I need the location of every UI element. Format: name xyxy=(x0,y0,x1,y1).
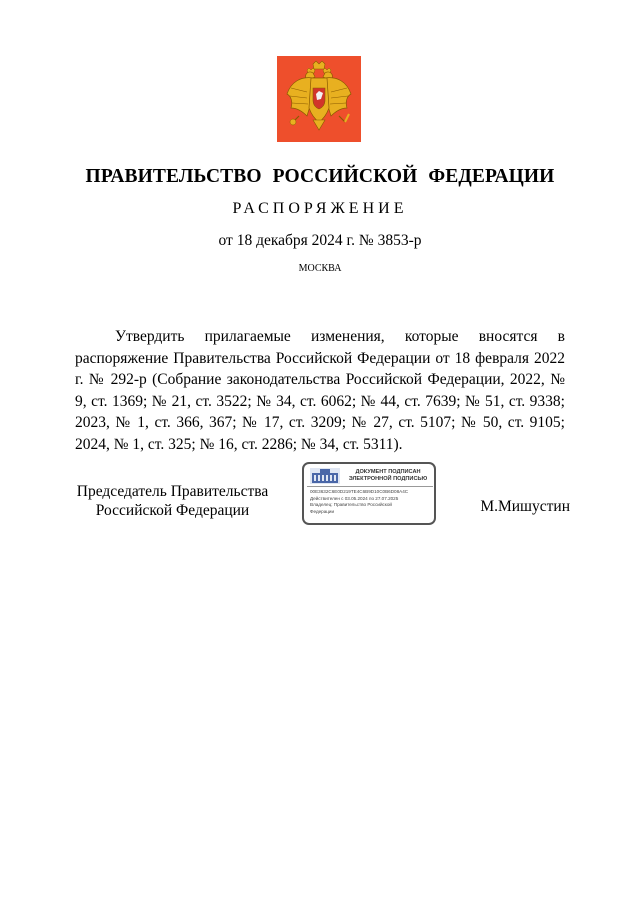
stamp-title-line-2: ЭЛЕКТРОННОЙ ПОДПИСЬЮ xyxy=(348,476,428,482)
signatory-name: М.Мишустин xyxy=(480,498,570,515)
document-city: МОСКВА xyxy=(298,263,342,274)
electronic-signature-stamp xyxy=(302,462,436,525)
stamp-validity: Действителен с 03.05.2024 по 27.07.2025 xyxy=(310,495,399,501)
stamp-owner-line-1: Владелец: Правительство Российской xyxy=(310,502,392,507)
coat-of-arms-icon xyxy=(277,56,361,142)
document-date-number: от 18 декабря 2024 г. № 3853-р xyxy=(218,232,422,249)
stamp-details xyxy=(310,489,434,515)
document-type: РАСПОРЯЖЕНИЕ xyxy=(232,200,408,217)
government-title: ПРАВИТЕЛЬСТВО РОССИЙСКОЙ ФЕДЕРАЦИИ xyxy=(85,166,555,187)
stamp-header xyxy=(307,466,433,487)
order-paragraph: Утвердить прилагаемые изменения, которые вносятся в распоряжение Правительства Российской Федерации от 18 февраля 2022 г. № 292-р (Собрание законодательства Российской Федерации, 2022, № 9, ст. 1369; № 21, ст. 3522; № 34, ст. 6062; № 44, ст. 7639; № 51, ст. 9338; 2023, № 1, ст. 366, 367; № 17, ст. 3209; № 27, ст. 5107; № 50, ст. 9105; 2024, № 1, ст. 325; № 16, ст. 2286; № 34, ст. 5311). xyxy=(75,328,565,453)
stamp-title xyxy=(342,469,434,483)
signatory-position xyxy=(70,482,275,520)
stamp-owner-line-2: Федерации xyxy=(310,508,335,514)
government-building-icon xyxy=(310,468,340,484)
signatory-position-line-2: Российской Федерации xyxy=(95,502,250,519)
stamp-title-line-1: ДОКУМЕНТ ПОДПИСАН xyxy=(355,469,421,475)
stamp-certificate: 00E3632C6E0D219TE4C6B9D10C0B6D08A4C xyxy=(310,489,409,494)
signatory-position-line-1: Председатель Правительства xyxy=(76,483,269,500)
